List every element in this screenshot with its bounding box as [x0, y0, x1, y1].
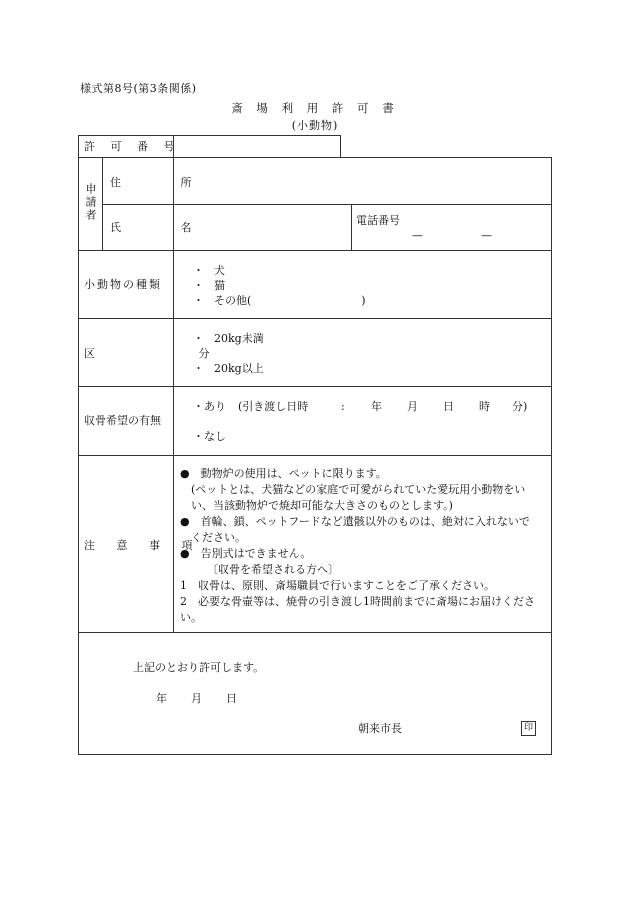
approval-authority: 朝来市長 — [358, 722, 402, 735]
animal-type-other[interactable]: その他( ) — [214, 294, 366, 307]
note-line: 2 必要な骨壷等は、焼骨の引き渡し1時間前までに斎場にお届けくださ — [180, 595, 535, 608]
document-title: 斎 場 利 用 許 可 書 — [231, 101, 399, 115]
note-line: い。 — [180, 611, 202, 624]
seal-mark: 印 — [521, 721, 536, 736]
note-line: 〔収骨を希望される方へ〕 — [207, 563, 339, 576]
handover-minute: 分) — [512, 400, 528, 413]
note-line: 1 収骨は、原則、斎場職員で行いますことをご了承ください。 — [180, 579, 495, 592]
document-subtitle: (小動物) — [291, 119, 339, 132]
approval-day: 日 — [226, 692, 237, 705]
phone-label: 電話番号 — [356, 214, 400, 227]
permit-number-label: 許 可 番 号 — [84, 140, 181, 153]
form-number: 様式第8号(第3条関係) — [80, 82, 197, 95]
handover-colon: : — [341, 400, 345, 413]
approval-month: 月 — [191, 692, 202, 705]
category-under-20kg[interactable]: 20kg未満 — [214, 332, 264, 345]
handover-year: 年 — [371, 400, 382, 413]
animal-type-bullet-3: ・ — [193, 294, 204, 307]
handover-day: 日 — [443, 400, 454, 413]
notes-label: 注 意 事 項 — [84, 539, 202, 552]
animal-type-dog[interactable]: 犬 — [214, 264, 225, 277]
category-bullet-1: ・ — [193, 332, 204, 345]
phone-separator-1: — — [412, 229, 423, 242]
note-line: い、当該動物炉で焼却可能な大きさのものとします。) — [191, 499, 453, 512]
note-line: ● 動物炉の使用は、ペットに限ります。 — [180, 467, 387, 480]
handover-month: 月 — [407, 400, 418, 413]
note-line: ● 告別式はできません。 — [180, 547, 312, 560]
approval-statement: 上記のとおり許可します。 — [133, 661, 265, 674]
category-over-20kg[interactable]: 20kg以上 — [214, 362, 264, 375]
name-field[interactable] — [180, 210, 345, 244]
bone-collection-yes[interactable]: ・あり — [193, 400, 226, 413]
note-line: ● 首輪、鎖、ペットフードなど遺骸以外のものは、絶対に入れないで — [180, 515, 530, 528]
handover-datetime-label: (引き渡し日時 — [238, 400, 309, 413]
bone-collection-no[interactable]: ・なし — [193, 430, 226, 443]
animal-type-cat[interactable]: 猫 — [214, 279, 225, 292]
address-field[interactable] — [180, 165, 545, 195]
animal-type-bullet-2: ・ — [193, 279, 204, 292]
animal-type-label: 小動物の種類 — [84, 278, 162, 291]
category-bullet-2: ・ — [193, 362, 204, 375]
name-label: 氏 名 — [110, 221, 220, 234]
note-line: ください。 — [191, 531, 246, 544]
phone-separator-2: — — [481, 229, 492, 242]
note-line: (ペットとは、犬猫などの家庭で可愛がられていた愛玩用小動物をい — [191, 483, 526, 496]
animal-type-bullet-1: ・ — [193, 264, 204, 277]
category-label: 区 分 — [84, 347, 260, 360]
handover-hour: 時 — [479, 400, 490, 413]
bone-collection-label: 収骨希望の有無 — [84, 414, 161, 427]
permit-number-field[interactable] — [180, 139, 335, 154]
approval-year: 年 — [156, 692, 167, 705]
applicant-label: 申請者 — [84, 183, 97, 222]
address-label: 住 所 — [110, 176, 220, 189]
